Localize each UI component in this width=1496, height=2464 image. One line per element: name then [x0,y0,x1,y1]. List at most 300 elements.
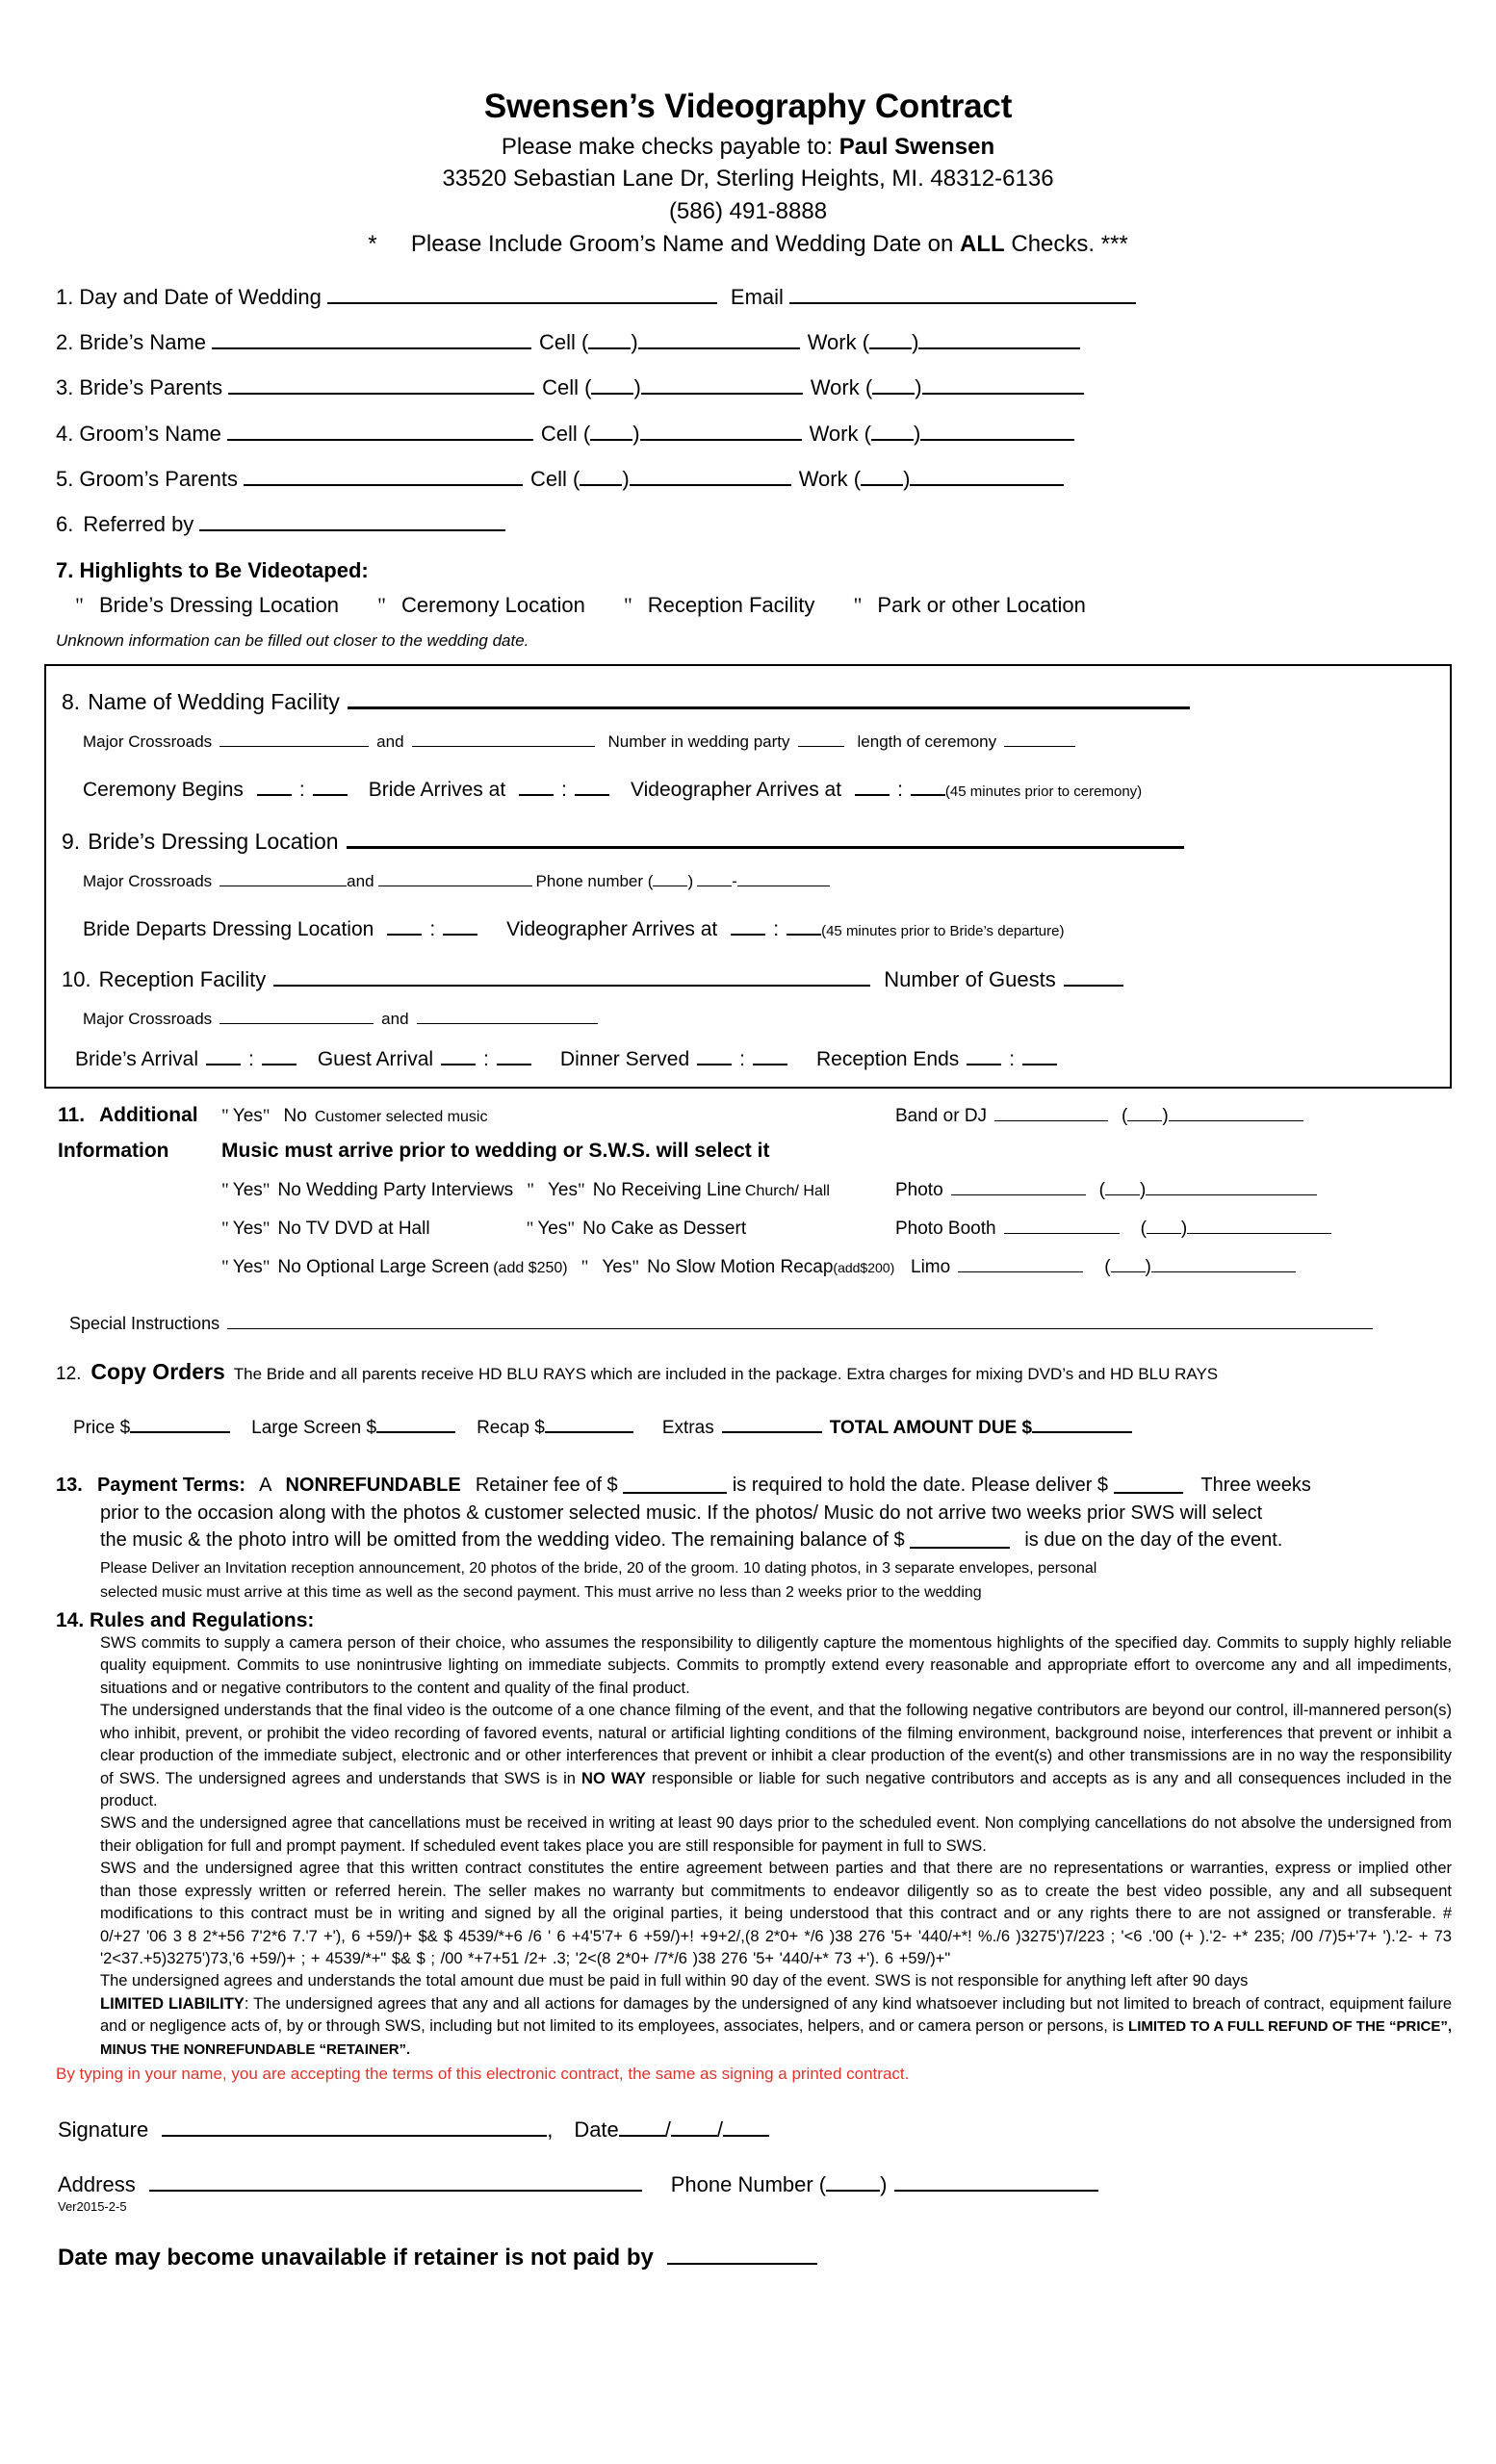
paren-close: ) [631,330,638,355]
item9-number: 9. [62,828,81,854]
payable-line [44,132,1452,163]
paren-close: ) [632,421,640,446]
option-no-receiving-line[interactable]: No Receiving Line [592,1179,741,1200]
option-yes-receiving-line[interactable]: Yes [547,1179,578,1200]
input-videographer-dressing-minute[interactable] [787,912,821,936]
input-bride-parents-work-area[interactable] [872,371,915,395]
input-brides-dressing-location[interactable] [347,823,1184,849]
input-reception-crossroad-1[interactable] [219,1006,374,1024]
section11-row-3 [44,1214,1452,1240]
option-yes-large-screen[interactable]: Yes [232,1256,263,1277]
input-bride-parents-cell[interactable] [641,371,803,395]
input-dressing-phone-prefix[interactable] [697,868,732,886]
time-colon: : [248,1047,254,1070]
input-groom-cell-area[interactable] [590,416,632,440]
label-signature: Signature [58,2118,149,2143]
paren-close: ) [1145,1256,1151,1277]
option-no-wedding-party-interviews[interactable]: No Wedding Party Interviews [277,1179,514,1200]
input-bride-work[interactable] [918,325,1080,349]
option-no-large-screen[interactable]: No Optional Large Screen [277,1256,490,1277]
input-groom-cell[interactable] [640,416,802,440]
input-bride-cell[interactable] [638,325,800,349]
input-price[interactable] [130,1412,230,1433]
label-slow-motion-price: (add$200) [833,1259,895,1275]
limited-liability-text: : The undersigned agrees that any and all actions for damages by the undersigned of any kind whatsoever including but not limited to breach of contract, equipment failure and or negligence acts of, by or through SWS, including but not limited to its employees, associates, helpers, and or camera person or persons, is [100,1994,1453,2036]
input-photo-booth-phone-area[interactable] [1147,1214,1181,1234]
field-row-groom-parents [44,462,1452,492]
quote-marker-icon: " [262,1218,271,1239]
label-photo: Photo [895,1179,943,1200]
item10-label: Reception Facility [98,966,267,991]
input-wedding-crossroad-2[interactable] [412,729,595,747]
section11-row4-options [221,1257,895,1278]
paren-open: ( [1098,1179,1105,1200]
checks-note-suffix: Checks. *** [1011,230,1128,257]
section11-additional-information [44,1101,1452,1335]
section14-p2a: The undersigned understands that the final video is the outcome of a one chance filming of the event, and that the following negative contributors are beyond our control, ill-mannered person(s) who inhibit, prevent, or prohibit the video recording of favored events, natural or artificial lighting conditions of the filming environment, background noise, interferences that prevent or inhibit a clear production of the immediate subject, electronic and or other interferences that prevent or inhibit a clear production of the event(s) and other transmissions are in no way the responsibility of SWS. The undersigned agrees and understands that SWS is in [100,1702,1452,1787]
section14-paragraph-5: The undersigned agrees and understands the total amount due must be paid in full within 90 day of the event. SWS is not responsible for anything left after 90 days [100,1972,1249,1990]
option-no-cake-dessert[interactable]: No Cake as Dessert [582,1218,747,1239]
input-limo[interactable] [958,1252,1083,1272]
section13-fine-1: Please Deliver an Invitation reception announcement, 20 photos of the bride, 20 of the groom. 10 dating photos, in 3 separate envelopes, personal [100,1559,1097,1577]
paren-open: ( [1140,1218,1147,1239]
input-brides-arrival-minute[interactable] [262,1042,297,1065]
field-label-groom-parents: Groom’s Parents [79,466,239,491]
time-colon: : [1009,1047,1016,1070]
label-price: Price $ [73,1418,131,1439]
section14-limited-liability [44,1993,1452,2061]
venue-details-box [44,664,1452,1089]
item8-label: Name of Wedding Facility [88,688,340,714]
paren-close: ) [622,466,630,491]
section14-paragraph-3: SWS and the undersigned agree that cancellations must be received in writing at least 90 days prior to the scheduled event. Non complying cancellations do not absolve the undersigned from their obligation for full and prompt payment. If scheduled event takes place you are still responsible for payment in full to SWS. [100,1814,1452,1855]
date-slash: / [716,2118,724,2143]
signature-block [44,2113,1452,2197]
quote-marker-icon: " [527,1179,534,1200]
input-address[interactable] [149,2168,642,2192]
section11-row3-right [895,1214,1331,1240]
label-band-or-dj: Band or DJ [895,1105,988,1126]
option-brides-dressing-location[interactable]: Bride’s Dressing Location [98,592,340,617]
quote-marker-icon: " [262,1256,271,1277]
input-photo-phone[interactable] [1146,1175,1317,1195]
label-extras: Extras [661,1418,714,1439]
time-colon: : [298,778,305,801]
paren-close: ) [880,2172,888,2197]
section7-note: Unknown information can be filled out closer to the wedding date. [56,630,529,650]
note-45-min-ceremony: (45 minutes prior to ceremony) [944,783,1143,800]
field-label-work: Work ( [809,421,871,446]
input-groom-parents-work-area[interactable] [861,462,903,486]
input-ceremony-begins-minute[interactable] [313,773,348,796]
section14-p2b: responsible or liable for such negative contributors and accepts as is any and all consequences included in the product. [100,1769,1452,1810]
item10-row [62,962,1434,992]
label-number-of-guests: Number of Guests [884,966,1056,991]
input-videographer-dressing-hour[interactable] [731,912,765,936]
input-signature-phone[interactable] [894,2168,1098,2192]
field-number: 4. [56,421,74,446]
field-row-groom-name [44,416,1452,446]
document-version: Ver2015-2-5 [58,2199,127,2215]
label-videographer-arrives-at: Videographer Arrives at [631,778,842,801]
input-dinner-served-minute[interactable] [753,1042,787,1065]
input-bride-departs-hour[interactable] [387,912,422,936]
label-videographer-arrives-at: Videographer Arrives at [506,917,718,940]
input-dressing-crossroad-2[interactable] [378,868,532,886]
time-colon: : [561,778,567,801]
section11-row-2 [44,1175,1452,1201]
quote-marker-icon: " [262,1105,271,1126]
section13-p1c: is required to hold the date. Please deliver $ [732,1475,1109,1497]
limited-liability-heading: LIMITED LIABILITY [100,1994,245,2013]
field-row-wedding-date [44,280,1452,310]
input-bride-name[interactable] [212,325,531,349]
input-videographer-arrives-minute[interactable] [911,773,945,796]
field-label-bride-parents: Bride’s Parents [79,375,223,400]
label-major-crossroads: Major Crossroads [83,732,213,751]
option-no-slow-motion[interactable]: No Slow Motion Recap [647,1256,834,1277]
input-photo-booth[interactable] [1004,1214,1120,1234]
section11-row1-options [221,1106,895,1127]
section11-row-information [44,1140,1452,1163]
label-guest-arrival: Guest Arrival [317,1047,434,1070]
paren-close: ) [1139,1179,1147,1200]
item8-row [62,683,1434,715]
signature-comma: , [547,2118,554,2143]
input-guest-arrival-minute[interactable] [497,1042,531,1065]
label-customer-selected-music: Customer selected music [314,1108,488,1125]
section11-label-additional [58,1104,221,1127]
item10-number: 10. [62,966,91,991]
label-brides-arrival: Bride’s Arrival [75,1047,198,1070]
checks-note-all: ALL [960,230,1005,257]
asterisk-icon: * [368,230,377,257]
option-ceremony-location[interactable]: Ceremony Location [401,592,585,617]
signature-row [58,2113,1452,2143]
quote-marker-icon: " [577,1179,585,1200]
field-label-groom-name: Groom’s Name [79,421,221,446]
note-45-min-departure: (45 minutes prior to Bride’s departure) [821,922,1065,939]
paren-close: ) [633,375,641,400]
input-number-in-wedding-party[interactable] [798,729,844,747]
option-yes-slow-motion[interactable]: Yes [602,1256,632,1277]
checkbox-marker-icon[interactable]: " [377,592,387,617]
input-wedding-date[interactable] [327,280,717,304]
label-number-in-wedding-party: Number in wedding party [607,732,790,751]
input-videographer-arrives-hour[interactable] [855,773,890,796]
input-bride-departs-minute[interactable] [443,912,477,936]
label-major-crossroads: Major Crossroads [83,1009,213,1028]
input-reception-facility[interactable] [273,962,870,987]
input-groom-work-area[interactable] [871,416,914,440]
time-colon: : [773,917,780,940]
input-wedding-crossroad-1[interactable] [219,729,369,747]
input-extras[interactable] [722,1412,822,1433]
section13-title: Payment Terms: [96,1475,246,1497]
input-retainer-deadline-date[interactable] [667,2239,817,2265]
paren-open: ( [1104,1256,1111,1277]
section14-rules [44,1632,1452,2061]
field-label-work: Work ( [807,330,870,355]
field-number: 6. [56,511,74,536]
section12-title: Copy Orders [90,1359,225,1385]
paren-close: ) [915,375,922,400]
label-and: and [347,871,374,890]
input-length-of-ceremony[interactable] [1004,729,1075,747]
option-no-tv-dvd[interactable]: No TV DVD at Hall [277,1218,430,1239]
item10-crossroads-row [62,1006,1434,1029]
section13-line1 [44,1472,1452,1499]
label-bride-departs-dressing: Bride Departs Dressing Location [83,917,374,940]
input-band-dj-phone[interactable] [1169,1101,1303,1121]
section13-p3a: the music & the photo intro will be omitted from the wedding video. The remaining balance of $ [100,1529,905,1552]
section12-text: The Bride and all parents receive HD BLU RAYS which are included in the package. Extra charges for mixing DVD’s and HD BLU RAYS [233,1365,1219,1384]
input-brides-arrival-hour[interactable] [206,1042,241,1065]
label-bride-arrives-at: Bride Arrives at [368,778,506,801]
section13-line3 [44,1527,1452,1553]
section14-no-way: NO WAY [581,1769,646,1787]
contact-fields [44,280,1452,537]
label-limo: Limo [911,1256,951,1277]
input-band-dj-phone-area[interactable] [1127,1101,1162,1121]
reception-times-row [62,1042,1434,1071]
payable-name: Paul Swensen [838,133,995,160]
section11-music-notice: Music must arrive prior to wedding or S.W.S. will select it [221,1139,770,1162]
limited-liability-caps: LIMITED TO A FULL REFUND OF THE “PRICE”, MINUS THE NONREFUNDABLE “RETAINER”. [100,2018,1452,2058]
input-groom-work[interactable] [920,416,1074,440]
field-number: 5. [56,466,74,491]
company-phone: (586) 491-8888 [668,197,828,224]
paren-close: ) [687,871,694,890]
checkbox-marker-icon[interactable]: " [75,592,84,617]
input-total-amount-due[interactable] [1032,1412,1132,1433]
item8-number: 8. [62,688,81,714]
input-reception-ends-hour[interactable] [967,1042,1001,1065]
field-label-referred-by: Referred by [83,511,194,536]
quote-marker-icon: " [221,1256,229,1277]
input-band-or-dj[interactable] [994,1101,1108,1121]
input-photo-phone-area[interactable] [1105,1175,1140,1195]
field-row-bride-parents [44,371,1452,400]
label-ceremony-begins: Ceremony Begins [83,778,244,801]
section11-number: 11. [58,1103,86,1126]
label-church-hall: Church/ Hall [744,1182,830,1199]
section13-p1d: Three weeks [1200,1475,1311,1497]
paren-open: ( [1122,1105,1128,1126]
section11-label-information: Information [58,1139,169,1162]
field-label-cell: Cell ( [530,466,580,491]
label-date: Date [574,2118,619,2143]
time-colon: : [897,778,903,801]
input-groom-parents-cell[interactable] [630,462,791,486]
address-row [58,2168,1452,2197]
field-label-email: Email [730,285,784,310]
section7-options [44,593,1452,618]
section14-title: 14. Rules and Regulations: [56,1609,315,1632]
checks-note-prefix: Please Include Groom’s Name and Wedding Date on [410,230,954,257]
quote-marker-icon: " [632,1256,640,1277]
quote-marker-icon: " [262,1179,271,1200]
input-date-day[interactable] [671,2113,717,2137]
input-bride-arrives-hour[interactable] [519,773,554,796]
quote-marker-icon: " [221,1179,229,1200]
quote-marker-icon: " [221,1105,229,1126]
item9-label: Bride’s Dressing Location [88,828,339,854]
pricing-row [44,1412,1452,1439]
section11-row4-right [895,1252,1296,1278]
input-limo-phone-area[interactable] [1111,1252,1146,1272]
payable-prefix: Please make checks payable to: [501,133,834,160]
section11-row2-right [895,1175,1317,1201]
label-large-screen-price: (add $250) [493,1259,568,1276]
input-bride-parents-work[interactable] [922,371,1084,395]
input-guest-arrival-hour[interactable] [441,1042,476,1065]
section11-row-1 [44,1101,1452,1127]
label-photo-booth: Photo Booth [895,1218,996,1239]
section11-additional-word: Additional [98,1103,198,1126]
section12-number: 12. [56,1364,82,1385]
label-reception-ends: Reception Ends [815,1047,960,1070]
section12-copy-orders [44,1359,1452,1385]
paren-close: ) [1162,1105,1169,1126]
input-number-of-guests[interactable] [1064,962,1123,987]
input-retainer-fee[interactable] [623,1472,727,1494]
input-reception-crossroad-2[interactable] [417,1006,598,1024]
quote-marker-icon: " [567,1218,576,1239]
label-phone-number: Phone Number ( [670,2172,827,2197]
input-photo-booth-phone[interactable] [1187,1214,1331,1234]
label-dinner-served: Dinner Served [559,1047,690,1070]
section11-row2-options [221,1180,895,1201]
section13-fine-2: selected music must arrive at this time as well as the second payment. This must arrive no less than 2 weeks prior to the wedding [100,1584,982,1602]
label-and: and [381,1009,409,1028]
date-slash: / [664,2118,671,2143]
input-photo[interactable] [951,1175,1086,1195]
section7-title: 7. Highlights to Be Videotaped: [56,557,369,582]
option-yes-customer-music[interactable]: Yes [232,1105,263,1126]
section13-payment-terms [44,1472,1452,1604]
section11-row3-options [221,1219,895,1240]
section13-p1a: A [259,1475,271,1497]
label-length-of-ceremony: length of ceremony [857,732,997,751]
ceremony-times-row [62,773,1434,802]
input-signature-phone-area[interactable] [826,2168,880,2192]
input-groom-name[interactable] [227,416,533,440]
input-bride-parents[interactable] [228,371,534,395]
special-instructions-row [44,1311,1452,1335]
section14-paragraph-4: SWS and the undersigned agree that this written contract constitutes the entire agreement between parties and that there are no representations or warranties, express or implied other than those expressly written or referred herein. The seller makes no warranty but commitments to endeavor diligently so as to create the best video possible, any and all subsequent modifications to this contract must be in writing and signed by all the original parties, it being understood that this contract and or any rights there to are not assigned or transferable. # 0/+27 '06 3 8 2*+56 7'2*6 7.'7 +'), 6 +59/)+ $& $ 4539/*+6 /6 ' 6 +4'5'7+ 6 +59/)+! +9+2/,(8 2*0+ */6 )38 276 '5+ '440/+*! %./6 )3275')7/223 ; '<6 .'00 (+ ).'2- +* 235; /00 /7)5+'7+ ').'2- + 73 '2<37.+5)3275')73,'6 +59/)+ ; + 4539/*+" $& $ ; /00 *+7+51 /2+ .3; '2<(8 2*0+ /7*/6 )38 276 '5+ '440/+* 73 +'). 6 +59/)+" [100,1860,1452,1967]
company-address: 33520 Sebastian Lane Dr, Sterling Heights, MI. 48312-6136 [442,166,1054,192]
retainer-deadline-text: Date may become unavailable if retainer is not paid by [58,2245,654,2272]
field-label-wedding-date: Day and Date of Wedding [79,285,322,310]
input-dressing-phone-area[interactable] [653,868,687,886]
time-colon: : [429,917,436,940]
field-label-cell: Cell ( [540,421,591,446]
input-remaining-balance[interactable] [910,1527,1010,1549]
input-large-screen[interactable] [376,1412,455,1433]
time-colon: : [483,1047,489,1070]
option-reception-facility[interactable]: Reception Facility [647,592,815,617]
dressing-times-row [62,912,1434,941]
option-yes-cake-dessert[interactable]: Yes [537,1218,568,1239]
input-recap[interactable] [545,1412,633,1433]
quote-marker-icon: " [580,1256,589,1277]
input-dressing-crossroad-1[interactable] [219,868,347,886]
input-referred-by[interactable] [199,507,505,531]
item8-crossroads-row [62,729,1434,752]
quote-marker-icon: " [221,1218,229,1239]
input-date-year[interactable] [723,2113,769,2137]
checkbox-marker-icon[interactable]: " [623,592,632,617]
input-ceremony-begins-hour[interactable] [257,773,292,796]
field-label-cell: Cell ( [539,330,589,355]
field-label-work: Work ( [810,375,873,400]
section11-row1-right [895,1101,1303,1127]
input-signature[interactable] [162,2113,547,2137]
field-label-cell: Cell ( [542,375,592,400]
option-yes-wedding-party-interviews[interactable]: Yes [232,1179,263,1200]
input-email[interactable] [789,280,1136,304]
section13-p3b: is due on the day of the event. [1024,1529,1283,1552]
retainer-deadline-row [44,2239,1452,2300]
input-bride-work-area[interactable] [869,325,912,349]
item9-row [62,823,1434,855]
option-no-customer-music[interactable]: No [283,1105,307,1126]
input-bride-cell-area[interactable] [588,325,631,349]
checkbox-marker-icon[interactable]: " [853,592,863,617]
paren-close: ) [912,330,919,355]
input-dinner-served-hour[interactable] [697,1042,732,1065]
paren-close: ) [913,421,921,446]
section11-row-4 [44,1252,1452,1278]
section13-nonrefundable: NONREFUNDABLE [285,1475,461,1497]
input-bride-parents-cell-area[interactable] [591,371,633,395]
label-recap: Recap $ [477,1418,545,1439]
field-number: 3. [56,375,74,400]
input-wedding-facility-name[interactable] [348,683,1190,709]
checks-note [44,229,1452,260]
section14-paragraph-2 [44,1700,1452,1812]
section13-number: 13. [56,1475,83,1497]
electronic-contract-notice: By typing in your name, you are accepting the terms of this electronic contract, the same as signing a printed contract. [56,2065,910,2084]
field-number: 1. [56,285,74,310]
input-reception-ends-minute[interactable] [1022,1042,1057,1065]
label-and: and [376,732,404,751]
paren-close: ) [1180,1218,1188,1239]
label-phone-number: Phone number ( [535,871,654,890]
quote-marker-icon: " [526,1218,534,1239]
input-deliver-amount[interactable] [1114,1472,1183,1494]
input-groom-parents[interactable] [244,462,523,486]
label-major-crossroads: Major Crossroads [83,871,213,890]
phone-dash: - [732,871,737,890]
input-date-month[interactable] [619,2113,665,2137]
input-limo-phone[interactable] [1151,1252,1296,1272]
input-groom-parents-cell-area[interactable] [580,462,622,486]
section14-paragraph-1: SWS commits to supply a camera person of their choice, who assumes the responsibility to diligently capture the momentous highlights of the specified day. Commits to supply highly reliable quality equipment. Commits to use nonintrusive lighting on immediate subjects. Commits to promptly extend every reasonable and appropriate effort to overcome any and all impediments, situations and or negative contributors to the content and quality of the final product. [100,1634,1452,1697]
option-park-or-other-location[interactable]: Park or other Location [877,592,1086,617]
input-dressing-phone-line[interactable] [737,868,830,886]
option-yes-tv-dvd[interactable]: Yes [232,1218,263,1239]
input-bride-arrives-minute[interactable] [575,773,609,796]
paren-close: ) [903,466,911,491]
field-number: 2. [56,330,74,355]
field-row-bride-name [44,325,1452,355]
input-special-instructions[interactable] [227,1311,1373,1330]
input-groom-parents-work[interactable] [910,462,1064,486]
section13-line2: prior to the occasion along with the photos & customer selected music. If the photos/ Music do not arrive two weeks prior SWS will select [100,1502,1263,1524]
label-address: Address [58,2172,136,2197]
